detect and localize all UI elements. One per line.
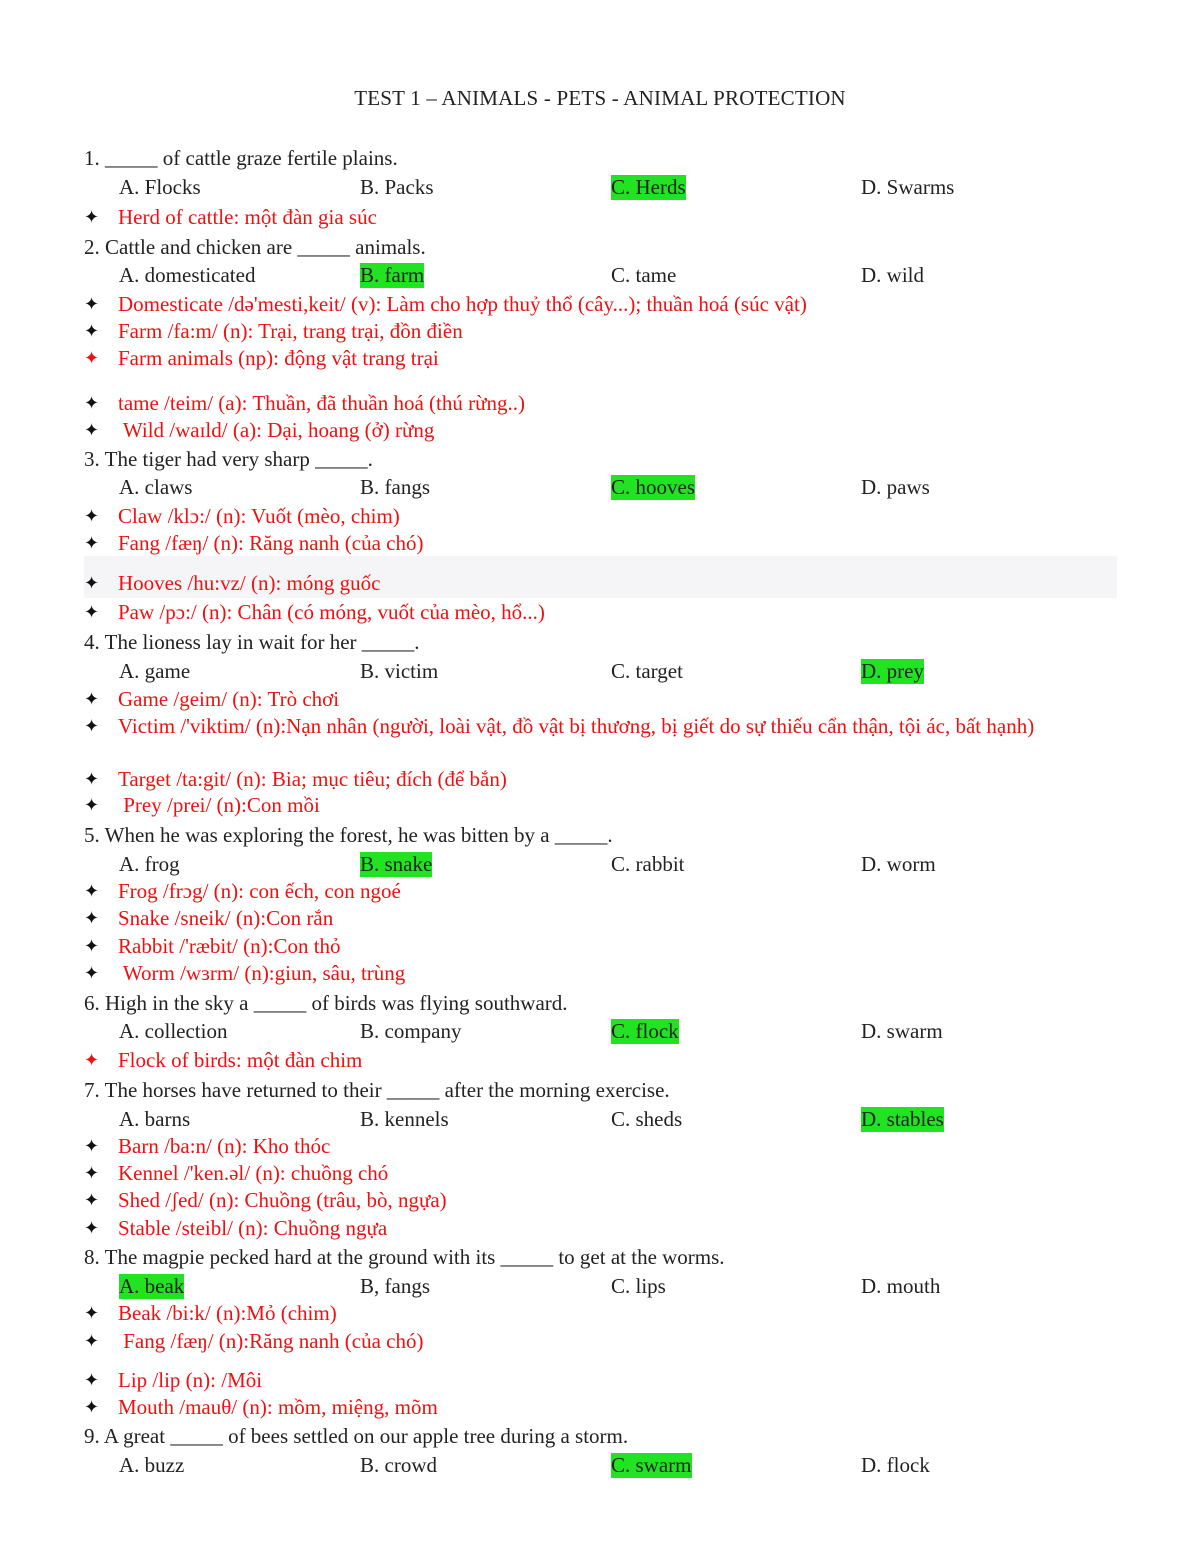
vocab-note: ✦ Beak /bi:k/ (n):Mỏ (chim): [84, 1301, 337, 1325]
bullet-icon: ✦: [84, 1050, 100, 1071]
option-a: A. claws: [119, 475, 193, 499]
option-d-correct: D. prey: [861, 659, 924, 683]
bullet-icon: ✦: [84, 881, 100, 902]
option-c-correct: C. Herds: [611, 175, 686, 199]
option-b: B, fangs: [360, 1274, 430, 1298]
question-stem: 5. When he was exploring the forest, he was bitten by a _____.: [84, 823, 613, 847]
answer-options: [0, 659, 1200, 687]
bullet-icon: ✦: [84, 769, 100, 790]
bullet-icon: ✦: [84, 1218, 100, 1239]
option-a-correct: A. beak: [119, 1274, 185, 1298]
answer-options: [0, 1107, 1200, 1135]
question-stem: 9. A great _____ of bees settled on our apple tree during a storm.: [84, 1424, 629, 1448]
vocab-note: ✦ Barn /ba:n/ (n): Kho thóc: [84, 1134, 331, 1158]
bullet-icon: ✦: [84, 420, 100, 441]
bullet-icon: ✦: [84, 573, 100, 594]
answer-options: [0, 263, 1200, 291]
option-a: A. barns: [119, 1107, 191, 1131]
bullet-icon: ✦: [84, 795, 100, 816]
option-b: B. victim: [360, 659, 439, 683]
vocab-note: ✦ Farm /fa:m/ (n): Trại, trang trại, đồn điền: [84, 319, 463, 343]
vocab-note: ✦ Game /geim/ (n): Trò chơi: [84, 687, 340, 711]
question-stem: 7. The horses have returned to their _____ after the morning exercise.: [84, 1078, 670, 1102]
vocab-note: ✦ Farm animals (np): động vật trang trại: [84, 346, 439, 370]
option-d: D. swarm: [861, 1019, 943, 1043]
vocab-note: ✦ Shed /ʃed/ (n): Chuồng (trâu, bò, ngựa): [84, 1188, 447, 1212]
option-b-correct: B. snake: [360, 852, 433, 876]
question-stem: 2. Cattle and chicken are _____ animals.: [84, 235, 426, 259]
option-d: D. mouth: [861, 1274, 941, 1298]
bullet-icon: ✦: [84, 294, 100, 315]
option-c: C. target: [611, 659, 683, 683]
option-a: A. frog: [119, 852, 180, 876]
bullet-icon: ✦: [84, 1303, 100, 1324]
option-d: D. worm: [861, 852, 936, 876]
option-a: A. collection: [119, 1019, 228, 1043]
option-b: B. kennels: [360, 1107, 449, 1131]
question-stem: 3. The tiger had very sharp _____.: [84, 447, 373, 471]
bullet-icon: ✦: [84, 506, 100, 527]
bullet-icon: ✦: [84, 348, 100, 369]
question-stem: 1. _____ of cattle graze fertile plains.: [84, 146, 398, 170]
option-c: C. rabbit: [611, 852, 685, 876]
option-d-correct: D. stables: [861, 1107, 944, 1131]
answer-options: [0, 852, 1200, 880]
option-c-correct: C. swarm: [611, 1453, 692, 1477]
option-d: D. paws: [861, 475, 930, 499]
vocab-note: ✦ Hooves /hu:vz/ (n): móng guốc: [84, 571, 381, 595]
vocab-note: ✦ Snake /sneik/ (n):Con rắn: [84, 906, 334, 930]
option-c: C. tame: [611, 263, 677, 287]
vocab-note: ✦ Worm /wɜrm/ (n):giun, sâu, trùng: [84, 961, 406, 985]
bullet-icon: ✦: [84, 908, 100, 929]
bullet-icon: ✦: [84, 963, 100, 984]
vocab-note: ✦ Claw /klɔ:/ (n): Vuốt (mèo, chim): [84, 504, 400, 528]
option-d: D. wild: [861, 263, 924, 287]
option-a: A. buzz: [119, 1453, 185, 1477]
vocab-note: ✦ Wild /waɪld/ (a): Dại, hoang (ở) rừng: [84, 418, 435, 442]
option-a: A. domesticated: [119, 263, 256, 287]
option-b: B. Packs: [360, 175, 434, 199]
question-stem: 8. The magpie pecked hard at the ground with its _____ to get at the worms.: [84, 1245, 725, 1269]
answer-options: [0, 175, 1200, 203]
vocab-note: ✦ Stable /steibl/ (n): Chuồng ngựa: [84, 1216, 388, 1240]
bullet-icon: ✦: [84, 533, 100, 554]
bullet-icon: ✦: [84, 936, 100, 957]
vocab-note: ✦ Domesticate /də'mesti,keit/ (v): Làm cho hợp thuỷ thổ (cây...); thuần hoá (súc vật): [84, 292, 807, 316]
option-b: B. fangs: [360, 475, 430, 499]
vocab-note: ✦ Kennel /'ken.əl/ (n): chuồng chó: [84, 1161, 389, 1185]
vocab-note: ✦ Mouth /mauθ/ (n): mồm, miệng, mõm: [84, 1395, 438, 1419]
vocab-note: ✦ tame /teim/ (a): Thuần, đã thuần hoá (thú rừng..): [84, 391, 525, 415]
vocab-note: ✦ Lip /lip (n): /Môi: [84, 1368, 263, 1392]
bullet-icon: ✦: [84, 689, 100, 710]
vocab-note: ✦ Victim /'viktim/ (n):Nạn nhân (người, loài vật, đồ vật bị thương, bị giết do sự thiếu cẩn thận, tội ác, bất hạnh): [84, 714, 1035, 738]
option-d: D. Swarms: [861, 175, 955, 199]
bullet-icon: ✦: [84, 602, 100, 623]
answer-options: [0, 1453, 1200, 1481]
bullet-icon: ✦: [84, 1163, 100, 1184]
option-c-correct: C. flock: [611, 1019, 679, 1043]
option-b: B. crowd: [360, 1453, 437, 1477]
vocab-note: ✦ Rabbit /'ræbit/ (n):Con thỏ: [84, 934, 341, 958]
option-a: A. game: [119, 659, 191, 683]
vocab-note: ✦ Frog /frɔg/ (n): con ếch, con ngoé: [84, 879, 401, 903]
bullet-icon: ✦: [84, 393, 100, 414]
bullet-icon: ✦: [84, 1331, 100, 1352]
vocab-note: ✦ Fang /fæŋ/ (n): Răng nanh (của chó): [84, 531, 424, 555]
vocab-note: ✦ Paw /pɔ:/ (n): Chân (có móng, vuốt của mèo, hổ...): [84, 600, 545, 624]
vocab-note: ✦ Prey /prei/ (n):Con mồi: [84, 793, 320, 817]
option-b-correct: B. farm: [360, 263, 425, 287]
question-stem: 6. High in the sky a _____ of birds was flying southward.: [84, 991, 568, 1015]
bullet-icon: ✦: [84, 1370, 100, 1391]
option-d: D. flock: [861, 1453, 930, 1477]
vocab-note: ✦ Target /ta:git/ (n): Bia; mục tiêu; đích (để bắn): [84, 767, 507, 791]
option-a: A. Flocks: [119, 175, 201, 199]
vocab-note: ✦ Flock of birds: một đàn chim: [84, 1048, 363, 1072]
bullet-icon: ✦: [84, 1397, 100, 1418]
answer-options: [0, 475, 1200, 503]
answer-options: [0, 1019, 1200, 1047]
test-title: TEST 1 – ANIMALS - PETS - ANIMAL PROTECTION: [354, 86, 846, 110]
vocab-note: ✦ Herd of cattle: một đàn gia súc: [84, 205, 377, 229]
option-b: B. company: [360, 1019, 462, 1043]
bullet-icon: ✦: [84, 1190, 100, 1211]
option-c: C. lips: [611, 1274, 666, 1298]
answer-options: [0, 1274, 1200, 1302]
vocab-note: ✦ Fang /fæŋ/ (n):Răng nanh (của chó): [84, 1329, 424, 1353]
bullet-icon: ✦: [84, 716, 100, 737]
option-c: C. sheds: [611, 1107, 683, 1131]
bullet-icon: ✦: [84, 207, 100, 228]
option-c-correct: C. hooves: [611, 475, 695, 499]
bullet-icon: ✦: [84, 1136, 100, 1157]
bullet-icon: ✦: [84, 321, 100, 342]
question-stem: 4. The lioness lay in wait for her _____.: [84, 630, 420, 654]
